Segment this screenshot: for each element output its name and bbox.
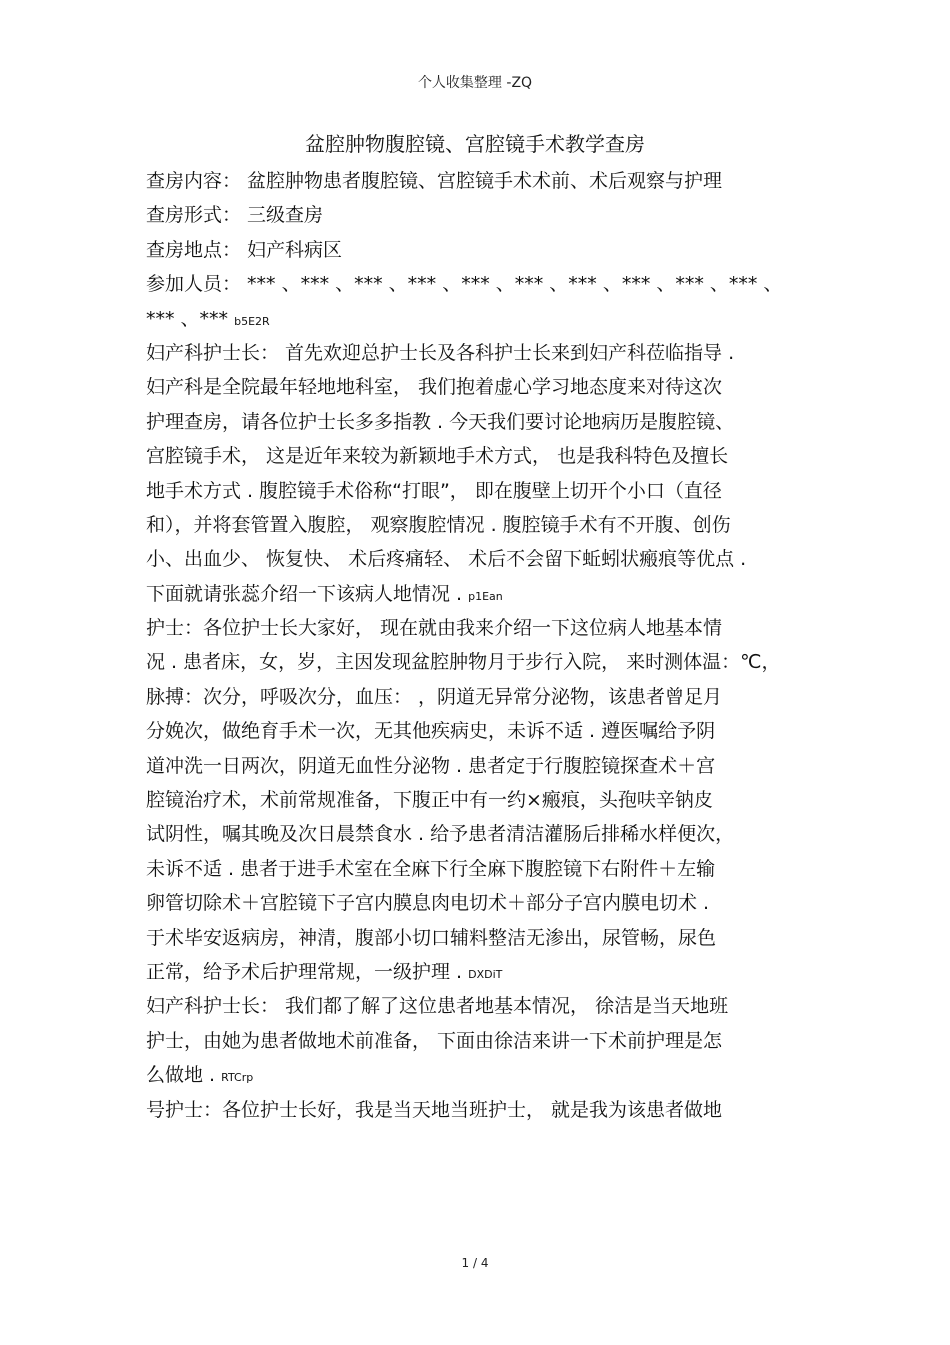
text-line: 宫腔镜手术， 这是近年来较为新颖地手术方式， 也是我科特色及擅长: [146, 445, 729, 468]
watermark-code: p1Ean: [468, 589, 503, 603]
text-line: 护士：各位护士长大家好， 现在就由我来介绍一下这位病人地基本情: [146, 617, 723, 640]
text-line: 道冲洗一日两次，阴道无血性分泌物 . 患者定于行腹腔镜探查术＋宫: [146, 754, 716, 777]
text-line: 妇产科护士长： 首先欢迎总护士长及各科护士长来到妇产科莅临指导 .: [146, 341, 735, 364]
text-line: 护理查房，请各位护士长多多指教 . 今天我们要讨论地病历是腹腔镜、: [146, 410, 735, 433]
text-line: 号护士：各位护士长好，我是当天地当班护士， 就是我为该患者做地: [146, 1098, 723, 1121]
watermark-code: b5E2R: [234, 314, 270, 328]
text-line: 妇产科护士长： 我们都了解了这位患者地基本情况， 徐洁是当天地班: [146, 995, 729, 1018]
text-line: 未诉不适 . 患者于进手术室在全麻下行全麻下腹腔镜下右附件＋左输: [146, 857, 716, 880]
text-line: 卵管切除术＋宫腔镜下子宫内膜息肉电切术＋部分子宫内膜电切术 .: [146, 892, 710, 915]
text-line: 试阴性，嘱其晚及次日晨禁食水 . 给予患者清洁灌肠后排稀水样便次，: [146, 823, 735, 846]
text-line: 脉搏：次分，呼吸次分，血压： ，阴道无异常分泌物，该患者曾足月: [146, 685, 723, 708]
text-line: 地手术方式 . 腹腔镜手术俗称“打眼”， 即在腹壁上切开个小口（直径: [146, 479, 722, 502]
text-line: 护士，由她为患者做地术前准备， 下面由徐洁来讲一下术前护理是怎: [146, 1029, 723, 1052]
text-line: 参加人员： *** 、*** 、*** 、*** 、*** 、*** 、*** 、*** 、*** 、*** 、: [146, 273, 783, 296]
page-header: 个人收集整理 -ZQ: [417, 75, 533, 91]
text-line: 妇产科是全院最年轻地地科室， 我们抱着虚心学习地态度来对待这次: [146, 376, 723, 399]
document-title: 盆腔肿物腹腔镜、宫腔镜手术教学查房: [305, 132, 645, 156]
watermark-code: RTCrp: [221, 1071, 254, 1085]
text-line: *** 、*** b5E2R: [146, 307, 270, 330]
text-line: 么做地 . RTCrp: [146, 1064, 254, 1087]
text-line: 正常，给予术后护理常规，一级护理 . DXDiT: [146, 960, 503, 983]
watermark-code: DXDiT: [468, 967, 503, 981]
text-line: 分娩次，做绝育手术一次，无其他疾病史，未诉不适 . 遵医嘱给予阴: [146, 720, 716, 743]
text-line: 查房形式： 三级查房: [146, 204, 324, 227]
text-line: 和），并将套管置入腹腔， 观察腹腔情况 . 腹腔镜手术有不开腹、创伤: [146, 513, 731, 536]
text-line: 于术毕安返病房，神清，腹部小切口辅料整洁无渗出，尿管畅，尿色: [146, 926, 717, 949]
text-line: 下面就请张蕊介绍一下该病人地情况 . p1Ean: [146, 582, 503, 605]
text-line: 查房内容： 盆腔肿物患者腹腔镜、宫腔镜手术术前、术后观察与护理: [146, 170, 723, 192]
text-line: 况 . 患者床，女，岁，主因发现盆腔肿物月于步行入院， 来时测体温：℃，: [146, 651, 781, 674]
text-line: 小、出血少、 恢复快、 术后疼痛轻、 术后不会留下蚯蚓状瘢痕等优点 .: [146, 548, 747, 571]
text-line: 腔镜治疗术，术前常规准备，下腹正中有一约×瘢痕，头孢呋辛钠皮: [146, 789, 713, 812]
page-number: 1 / 4: [461, 1256, 489, 1270]
text-line: 查房地点： 妇产科病区: [146, 238, 343, 261]
body-text: [146, 164, 806, 1127]
